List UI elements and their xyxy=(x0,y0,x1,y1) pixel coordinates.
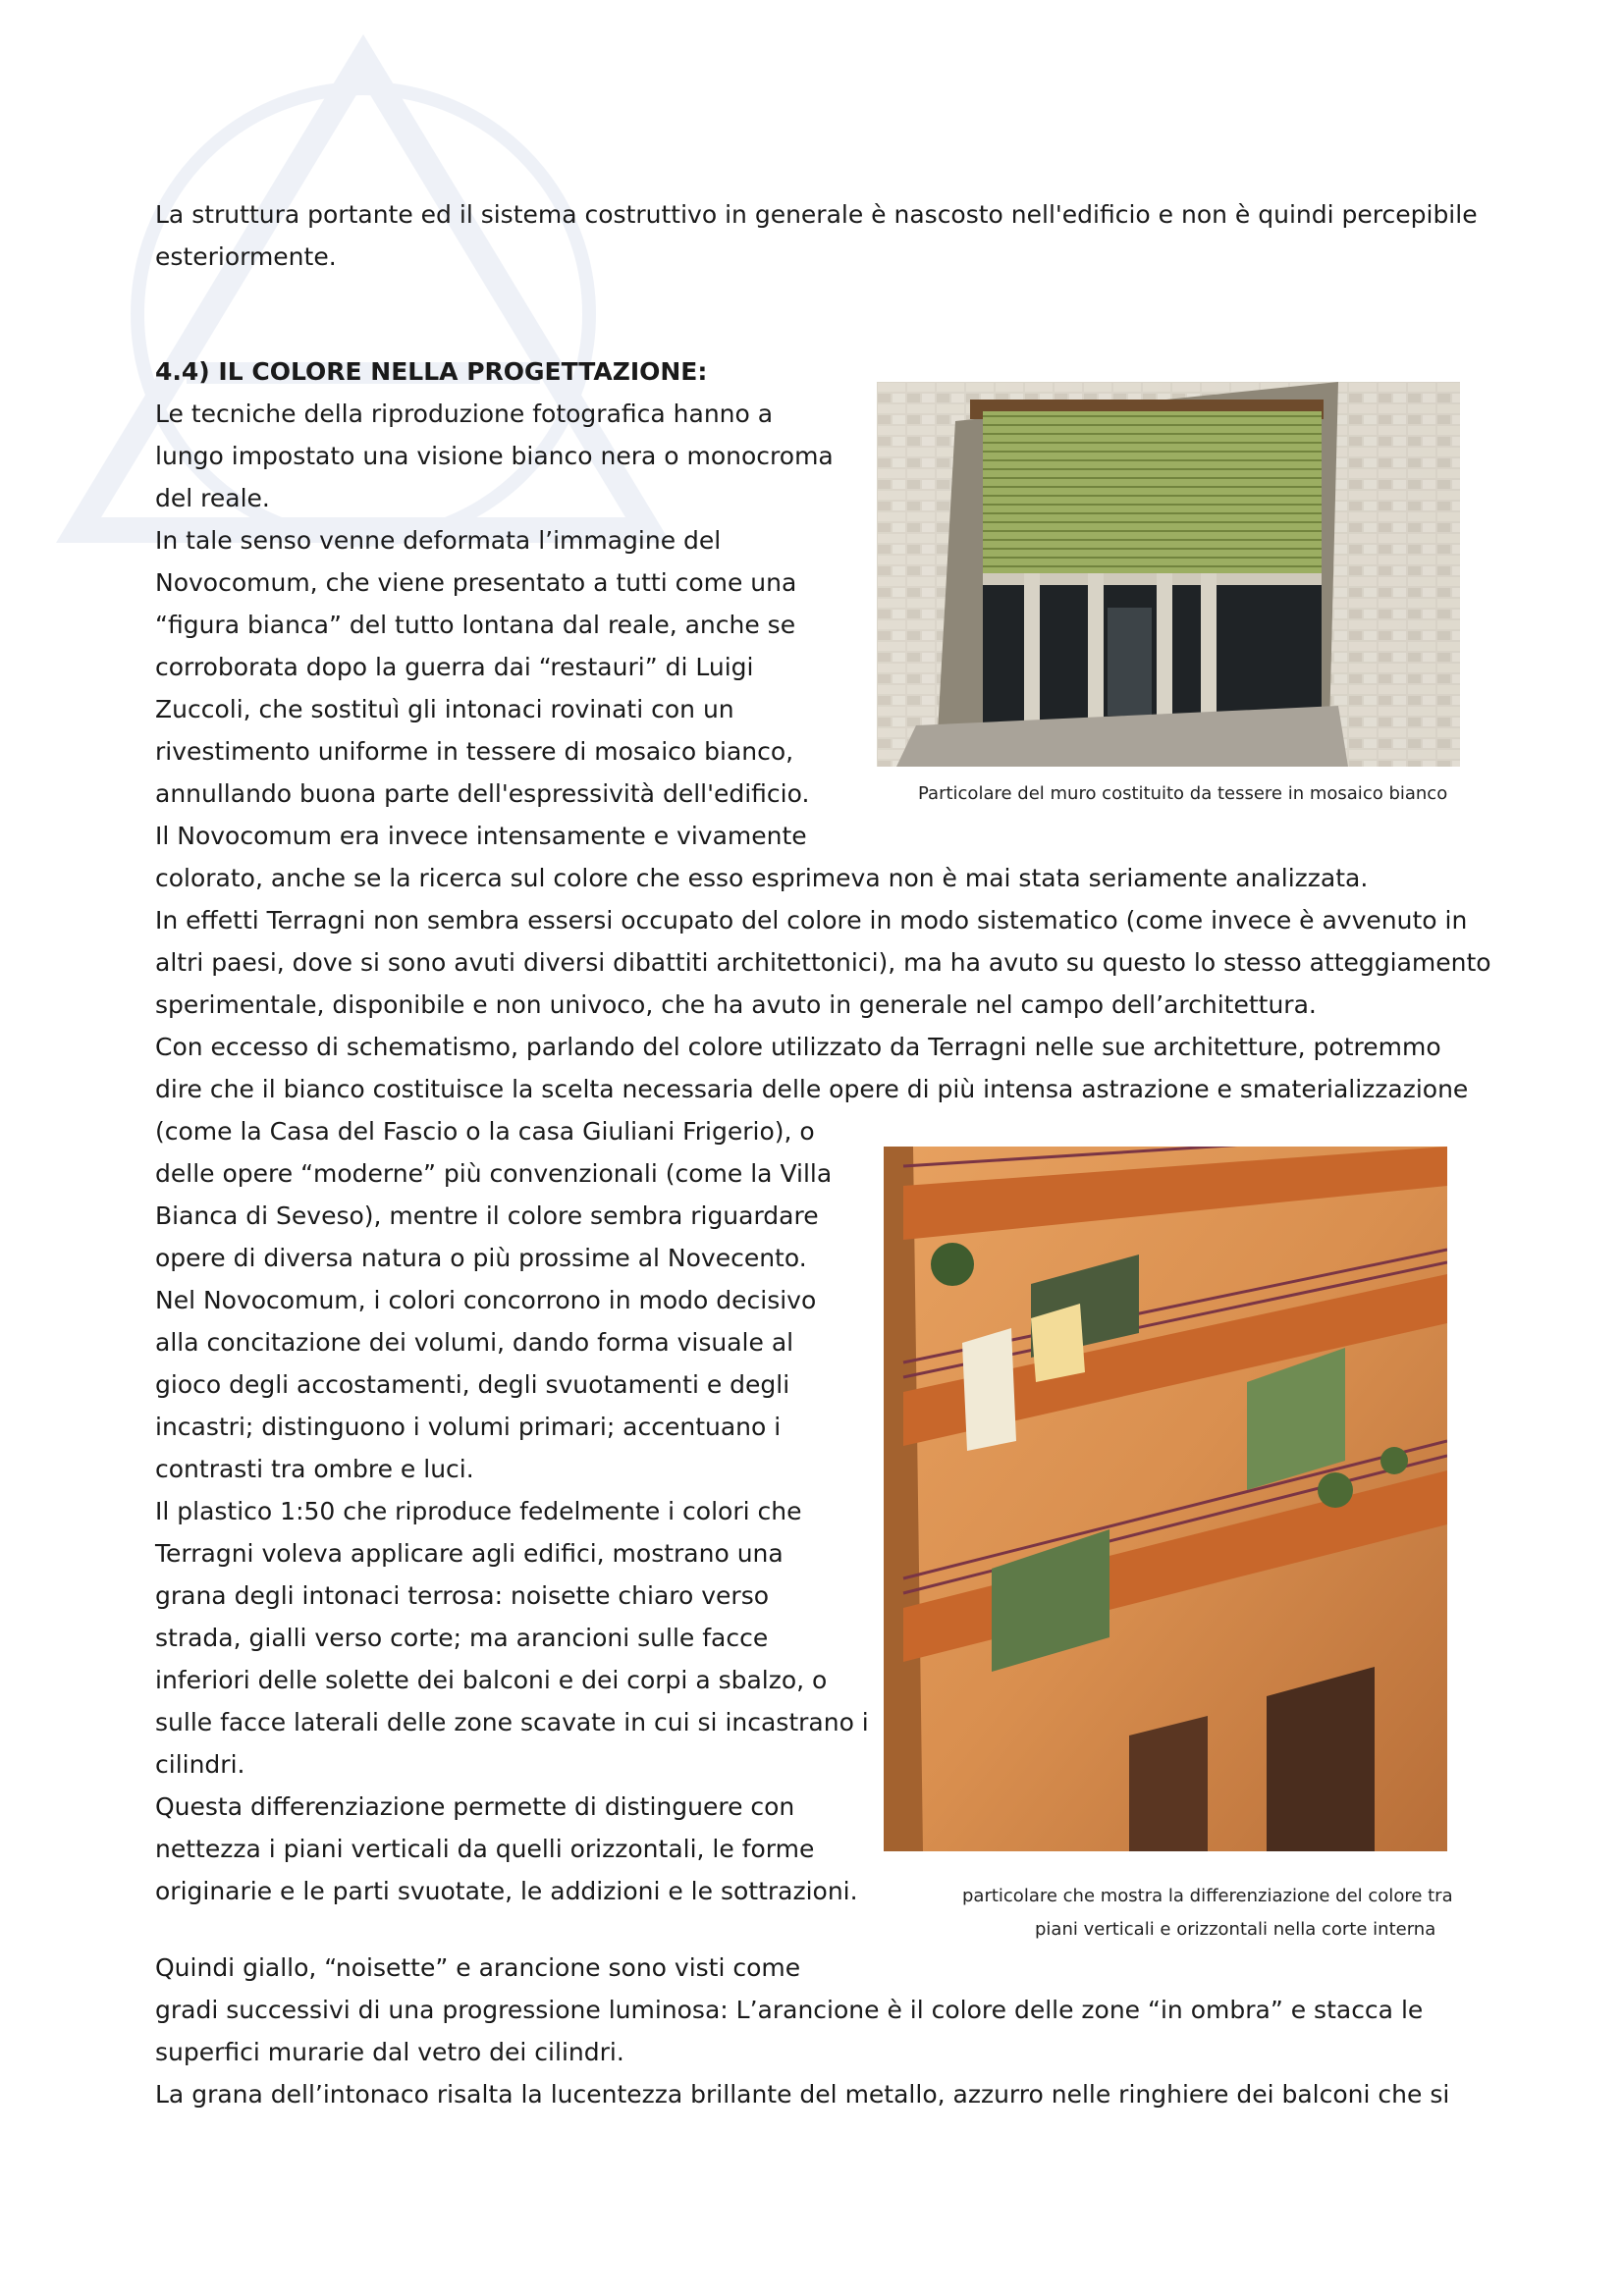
body-line: contrasti tra ombre e luci. xyxy=(155,1455,474,1483)
figure-2-caption-line2: piani verticali e orizzontali nella corte interna xyxy=(1035,1919,1436,1940)
body-line: annullando buona parte dell'espressività dell'edificio. xyxy=(155,779,810,808)
body-line: gioco degli accostamenti, degli svuotamenti e degli xyxy=(155,1370,790,1399)
figure-courtyard-photo xyxy=(884,1147,1447,1851)
body-line: delle opere “moderne” più convenzionali (come la Villa xyxy=(155,1159,833,1188)
body-line: Con eccesso di schematismo, parlando del colore utilizzato da Terragni nelle sue architetture, potremmo xyxy=(155,1033,1441,1061)
intro-line: esteriormente. xyxy=(155,242,337,271)
body-line: inferiori delle solette dei balconi e dei corpi a sbalzo, o xyxy=(155,1666,828,1694)
body-line: colorato, anche se la ricerca sul colore che esso esprimeva non è mai stata seriamente analizzata. xyxy=(155,864,1369,892)
body-line: gradi successivi di una progressione luminosa: L’arancione è il colore delle zone “in ombra” e stacca le xyxy=(155,1996,1424,2024)
body-line: originarie e le parti svuotate, le addizioni e le sottrazioni. xyxy=(155,1877,858,1905)
body-line: dire che il bianco costituisce la scelta necessaria delle opere di più intensa astrazione e smaterializzazione xyxy=(155,1075,1469,1103)
body-line: Zuccoli, che sostituì gli intonaci rovinati con un xyxy=(155,695,734,723)
body-line: Quindi giallo, “noisette” e arancione sono visti come xyxy=(155,1953,801,1982)
body-line: Novocomum, che viene presentato a tutti come una xyxy=(155,568,797,597)
watermark-logo xyxy=(39,20,746,569)
body-line: La grana dell’intonaco risalta la lucentezza brillante del metallo, azzurro nelle ringhiere dei balconi che si xyxy=(155,2080,1450,2109)
figure-2-caption-line1: particolare che mostra la differenziazione del colore tra xyxy=(962,1886,1453,1906)
body-line: sperimentale, disponibile e non univoco, che ha avuto in generale nel campo dell’architettura. xyxy=(155,990,1317,1019)
body-line: Nel Novocomum, i colori concorrono in modo decisivo xyxy=(155,1286,817,1314)
body-line: Le tecniche della riproduzione fotografica hanno a xyxy=(155,400,774,428)
body-line: Questa differenziazione permette di distinguere con xyxy=(155,1792,795,1821)
body-line: corroborata dopo la guerra dai “restauri” di Luigi xyxy=(155,653,754,681)
body-line: opere di diversa natura o più prossime al Novecento. xyxy=(155,1244,807,1272)
body-line: Il plastico 1:50 che riproduce fedelmente i colori che xyxy=(155,1497,802,1525)
body-line: del reale. xyxy=(155,484,270,512)
figure-1-caption: Particolare del muro costituito da tessere in mosaico bianco xyxy=(918,783,1448,804)
body-line: (come la Casa del Fascio o la casa Giuliani Frigerio), o xyxy=(155,1117,815,1146)
body-line: strada, gialli verso corte; ma arancioni sulle facce xyxy=(155,1624,769,1652)
body-line: rivestimento uniforme in tessere di mosaico bianco, xyxy=(155,737,794,766)
body-line: In tale senso venne deformata l’immagine del xyxy=(155,526,722,555)
body-line: incastri; distinguono i volumi primari; accentuano i xyxy=(155,1413,782,1441)
body-line: sulle facce laterali delle zone scavate in cui si incastrano i xyxy=(155,1708,869,1736)
section-heading: 4.4) IL COLORE NELLA PROGETTAZIONE: xyxy=(155,357,708,386)
body-line: Bianca di Seveso), mentre il colore sembra riguardare xyxy=(155,1201,819,1230)
body-line: alla concitazione dei volumi, dando forma visuale al xyxy=(155,1328,794,1357)
body-line: nettezza i piani verticali da quelli orizzontali, le forme xyxy=(155,1835,815,1863)
body-line: Il Novocomum era invece intensamente e vivamente xyxy=(155,822,807,850)
window-shutter-image xyxy=(877,382,1460,767)
body-line: Terragni voleva applicare agli edifici, mostrano una xyxy=(155,1539,784,1568)
body-line: grana degli intonaci terrosa: noisette chiaro verso xyxy=(155,1581,770,1610)
body-line: “figura bianca” del tutto lontana dal reale, anche se xyxy=(155,611,796,639)
intro-line: La struttura portante ed il sistema costruttivo in generale è nascosto nell'edificio e non è quindi percepibile xyxy=(155,200,1478,229)
body-line: superfici murarie dal vetro dei cilindri. xyxy=(155,2038,624,2066)
body-line: In effetti Terragni non sembra essersi occupato del colore in modo sistematico (come invece è avvenuto in xyxy=(155,906,1468,934)
figure-mosaic-wall-photo xyxy=(877,382,1460,767)
body-line: cilindri. xyxy=(155,1750,245,1779)
body-line: lungo impostato una visione bianco nera o monocroma xyxy=(155,442,834,470)
courtyard-balconies-image xyxy=(884,1147,1447,1851)
body-line: altri paesi, dove si sono avuti diversi dibattiti architettonici), ma ha avuto su questo lo stesso atteggiamento xyxy=(155,948,1491,977)
